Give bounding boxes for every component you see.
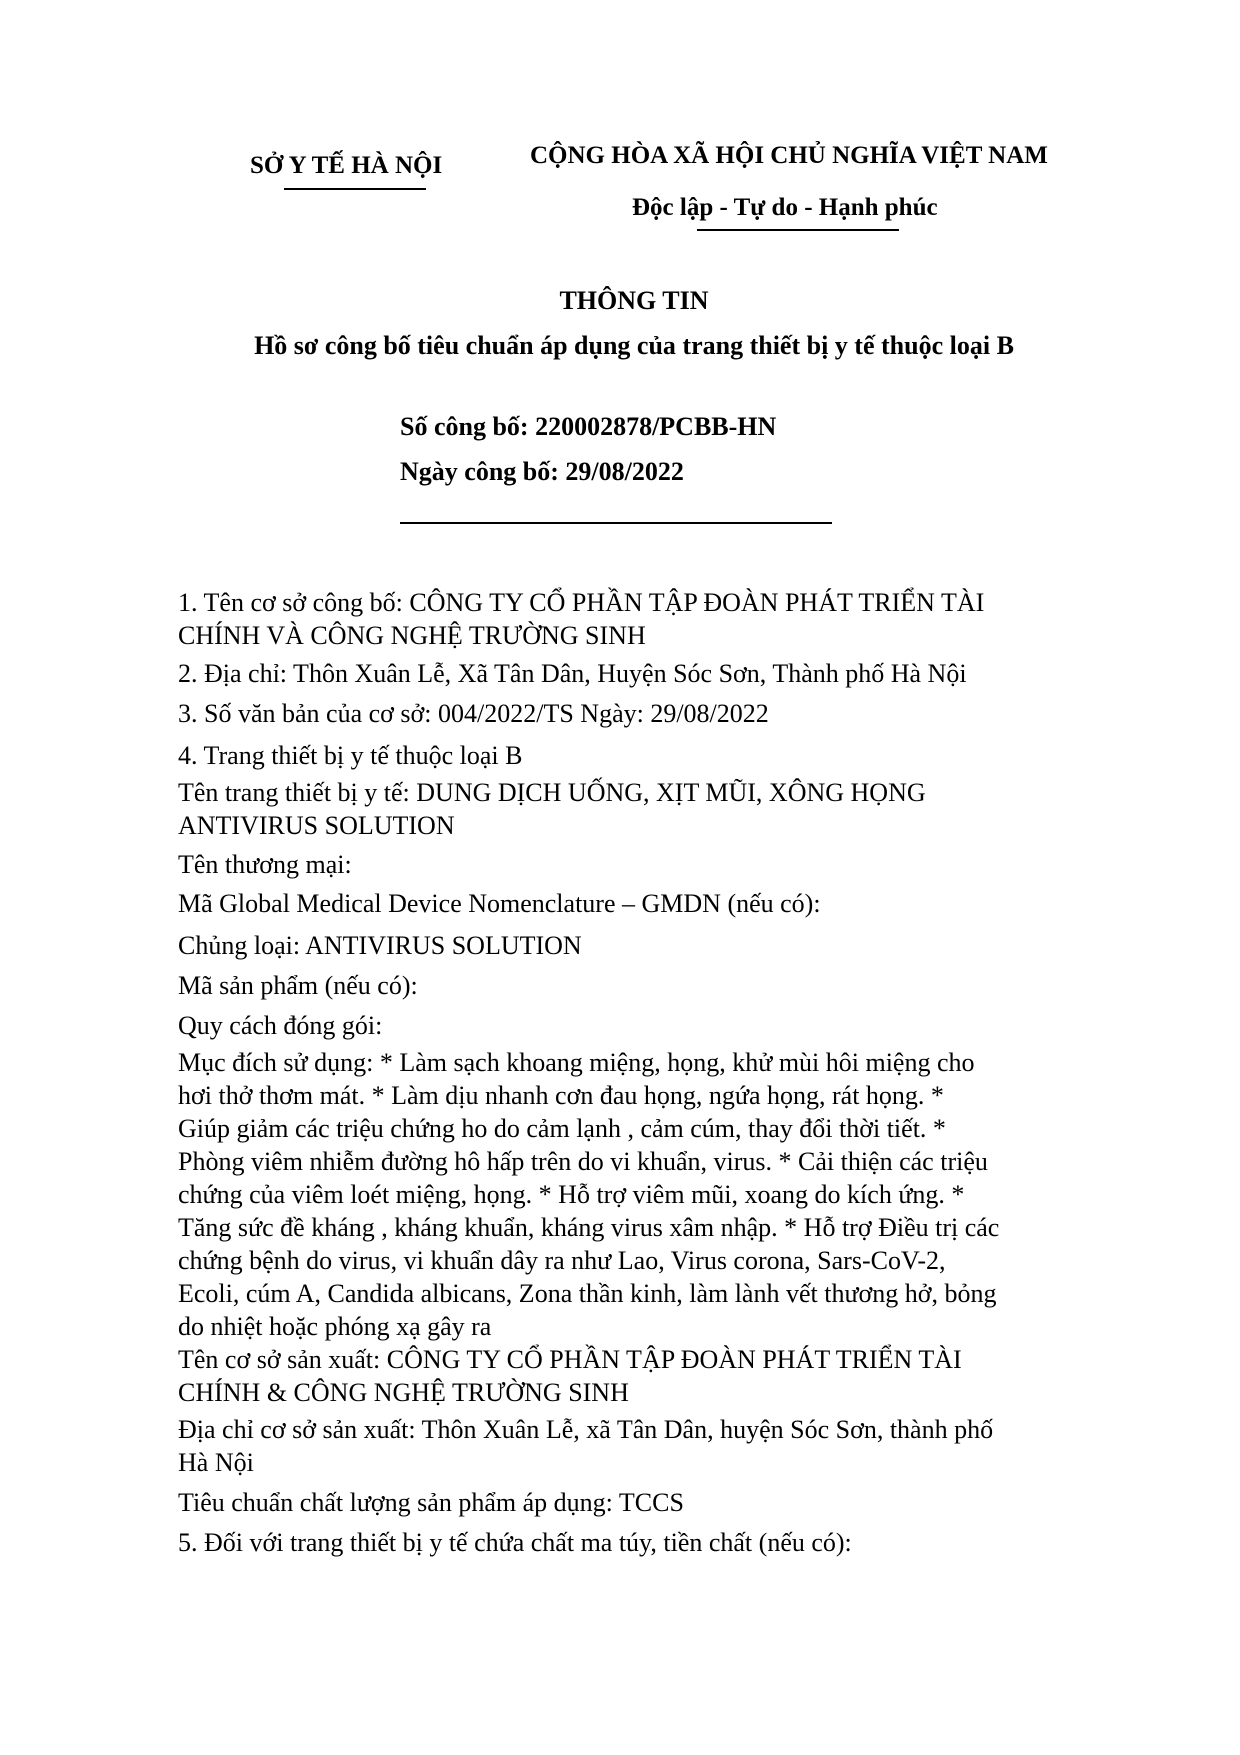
body-line: Phòng viêm nhiễm đường hô hấp trên do vi khuẩn, virus. * Cải thiện các triệu	[178, 1147, 988, 1176]
nation-name: CỘNG HÒA XÃ HỘI CHỦ NGHĨA VIỆT NAM	[530, 142, 1048, 169]
body-line: Hà Nội	[178, 1448, 254, 1477]
national-motto: Độc lập - Tự do - Hạnh phúc	[632, 194, 938, 221]
body-line: ANTIVIRUS SOLUTION	[178, 811, 455, 840]
agency-underline	[284, 188, 426, 190]
body-line: Tiêu chuẩn chất lượng sản phẩm áp dụng: TCCS	[178, 1488, 684, 1517]
body-line: Mã sản phẩm (nếu có):	[178, 971, 418, 1000]
body-line: 5. Đối với trang thiết bị y tế chứa chất ma túy, tiền chất (nếu có):	[178, 1528, 852, 1557]
body-line: Mã Global Medical Device Nomenclature – GMDN (nếu có):	[178, 889, 821, 918]
document-title: THÔNG TIN	[559, 286, 709, 315]
body-line: Tên thương mại:	[178, 850, 352, 879]
body-line: Quy cách đóng gói:	[178, 1011, 383, 1040]
section-divider	[400, 522, 832, 524]
body-line: 1. Tên cơ sở công bố: CÔNG TY CỔ PHẦN TẬP ĐOÀN PHÁT TRIỂN TÀI	[178, 588, 985, 617]
body-line: CHÍNH VÀ CÔNG NGHỆ TRƯỜNG SINH	[178, 621, 646, 650]
body-line: Giúp giảm các triệu chứng ho do cảm lạnh , cảm cúm, thay đổi thời tiết. *	[178, 1114, 946, 1143]
motto-underline	[697, 229, 899, 231]
body-line: Tên trang thiết bị y tế: DUNG DỊCH UỐNG, XỊT MŨI, XÔNG HỌNG	[178, 778, 926, 807]
body-line: 2. Địa chỉ: Thôn Xuân Lễ, Xã Tân Dân, Huyện Sóc Sơn, Thành phố Hà Nội	[178, 659, 967, 688]
body-line: Tên cơ sở sản xuất: CÔNG TY CỔ PHẦN TẬP ĐOÀN PHÁT TRIỂN TÀI	[178, 1345, 962, 1374]
document-subtitle: Hồ sơ công bố tiêu chuẩn áp dụng của trang thiết bị y tế thuộc loại B	[254, 331, 1014, 360]
announcement-number: Số công bố: 220002878/PCBB-HN	[400, 412, 777, 441]
agency-name: SỞ Y TẾ HÀ NỘI	[250, 152, 443, 179]
body-line: Mục đích sử dụng: * Làm sạch khoang miệng, họng, khử mùi hôi miệng cho	[178, 1048, 975, 1077]
body-line: 4. Trang thiết bị y tế thuộc loại B	[178, 741, 523, 770]
body-line: 3. Số văn bản của cơ sở: 004/2022/TS Ngày: 29/08/2022	[178, 699, 769, 728]
body-line: chứng của viêm loét miệng, họng. * Hỗ trợ viêm mũi, xoang do kích ứng. *	[178, 1180, 965, 1209]
body-line: Tăng sức đề kháng , kháng khuẩn, kháng virus xâm nhập. * Hỗ trợ Điều trị các	[178, 1213, 1000, 1242]
body-line: Ecoli, cúm A, Candida albicans, Zona thần kinh, làm lành vết thương hở, bỏng	[178, 1279, 997, 1308]
body-line: hơi thở thơm mát. * Làm dịu nhanh cơn đau họng, ngứa họng, rát họng. *	[178, 1081, 944, 1110]
announcement-date: Ngày công bố: 29/08/2022	[400, 457, 684, 486]
body-line: do nhiệt hoặc phóng xạ gây ra	[178, 1312, 492, 1341]
body-line: Chủng loại: ANTIVIRUS SOLUTION	[178, 931, 582, 960]
body-line: Địa chỉ cơ sở sản xuất: Thôn Xuân Lễ, xã Tân Dân, huyện Sóc Sơn, thành phố	[178, 1415, 994, 1444]
body-line: chứng bệnh do virus, vi khuẩn dây ra như Lao, Virus corona, Sars-CoV-2,	[178, 1246, 946, 1275]
body-line: CHÍNH & CÔNG NGHỆ TRƯỜNG SINH	[178, 1378, 629, 1407]
